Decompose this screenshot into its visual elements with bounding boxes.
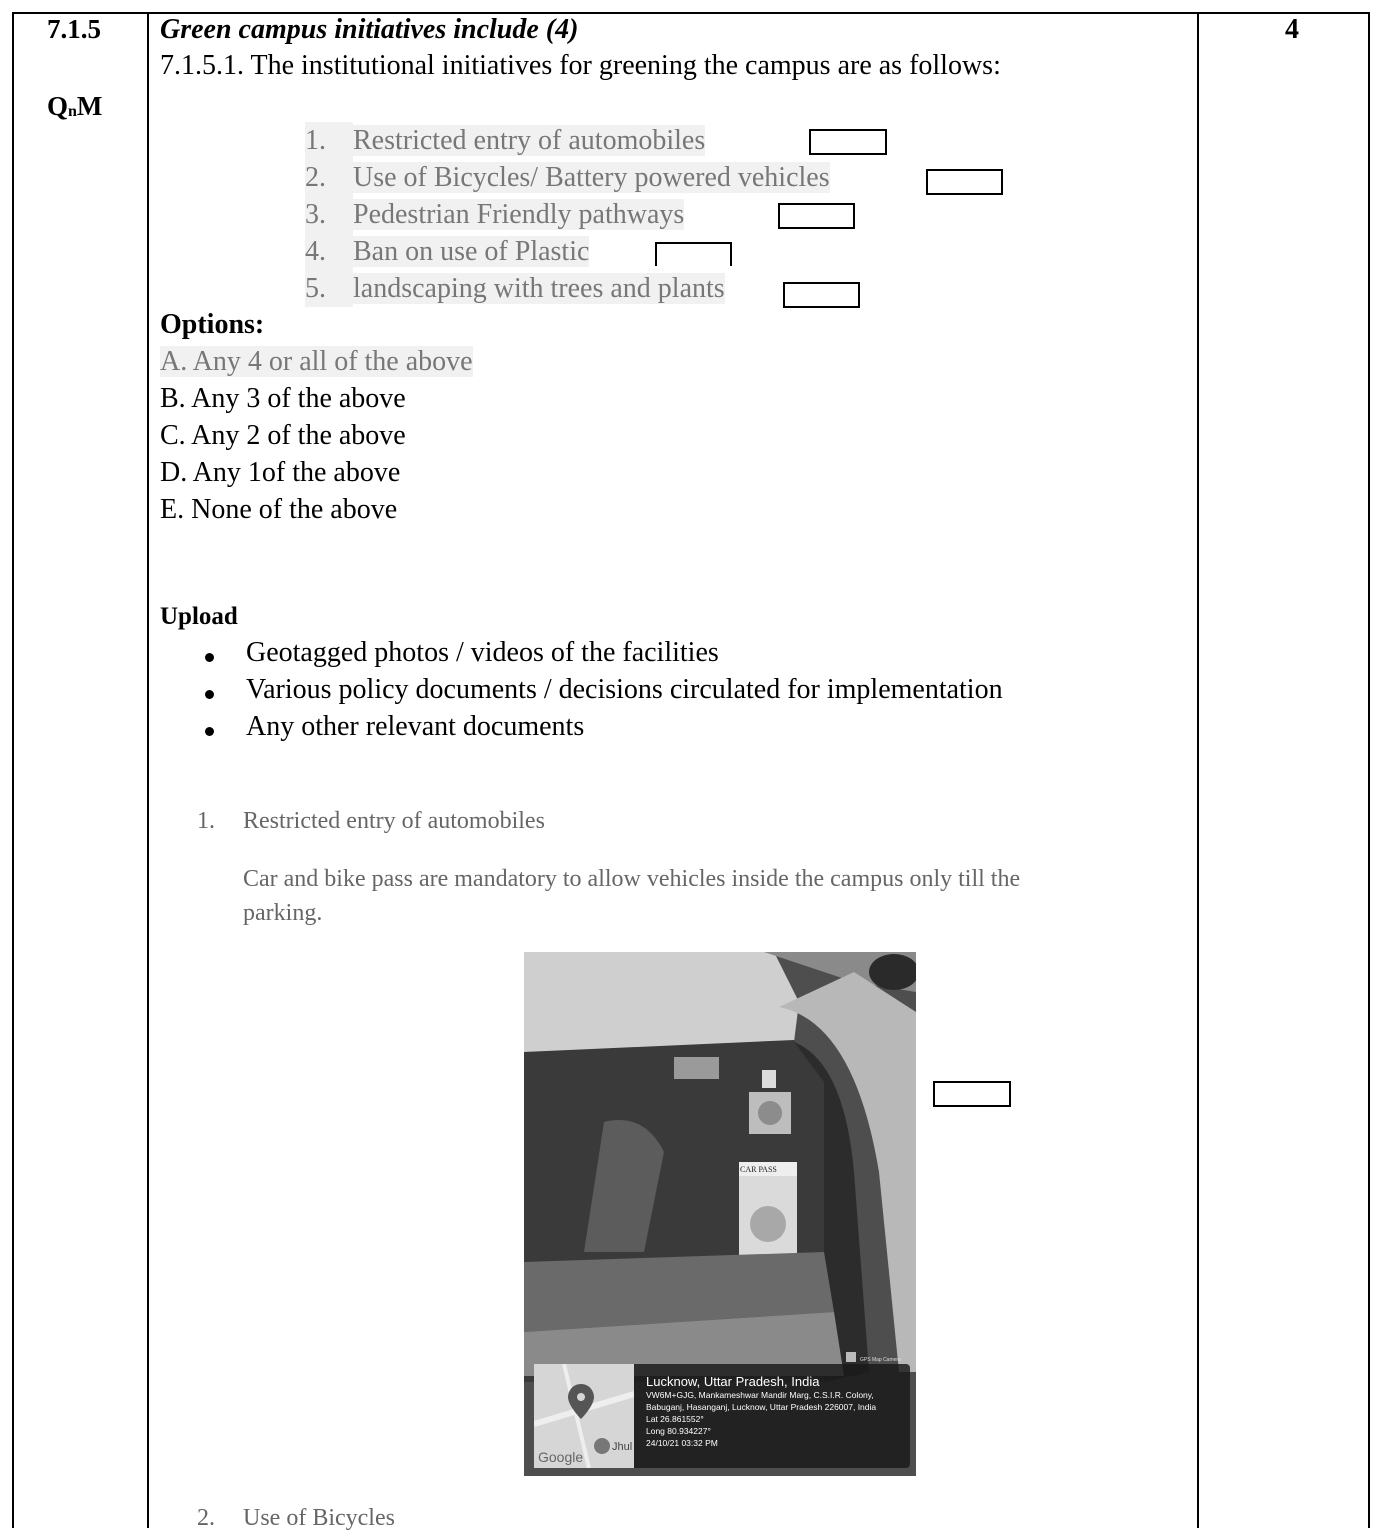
checkbox-restricted-entry[interactable] xyxy=(809,129,887,155)
map-pin-icon xyxy=(534,1364,634,1468)
column-divider-1 xyxy=(147,12,149,1528)
checkbox-photo-evidence[interactable] xyxy=(933,1081,1011,1107)
option-b[interactable]: B. Any 3 of the above xyxy=(160,383,406,414)
bullet-icon xyxy=(205,690,214,699)
upload-item xyxy=(205,708,1003,745)
geotag-lat: Lat 26.861552° xyxy=(646,1414,704,1424)
initiative-label: Pedestrian Friendly pathways xyxy=(353,199,685,230)
metric-type xyxy=(47,91,102,122)
column-divider-2 xyxy=(1197,12,1199,1528)
geotag-long: Long 80.934227° xyxy=(646,1426,711,1436)
table-right-border xyxy=(1368,12,1370,1528)
geotag-overlay xyxy=(534,1364,910,1468)
option-c[interactable]: C. Any 2 of the above xyxy=(160,420,406,451)
intro-text: 7.1.5.1. The institutional initiatives for greening the campus are as follows: xyxy=(160,50,1001,81)
evidence-number: 2. xyxy=(197,1505,215,1531)
evidence-description-line1: Car and bike pass are mandatory to allow vehicles inside the campus only till the xyxy=(243,866,1021,892)
option-a[interactable] xyxy=(160,343,473,380)
checkbox-landscaping[interactable] xyxy=(783,282,860,308)
table-left-border xyxy=(12,12,14,1528)
bullet-icon xyxy=(205,727,214,736)
map-thumbnail xyxy=(534,1364,634,1468)
initiative-number: 1. xyxy=(305,122,353,159)
map-place-text: Jhul xyxy=(612,1441,633,1453)
upload-item-text: Geotagged photos / videos of the facilities xyxy=(246,637,719,668)
checkbox-bicycles[interactable] xyxy=(926,169,1003,195)
option-d[interactable]: D. Any 1of the above xyxy=(160,457,401,488)
section-heading: Green campus initiatives include (4) xyxy=(160,14,579,45)
initiative-item xyxy=(305,122,830,159)
upload-list xyxy=(205,634,1003,745)
geotag-address-2: Babuganj, Hasanganj, Lucknow, Uttar Pradesh 226007, India xyxy=(646,1402,877,1412)
upload-item-text: Various policy documents / decisions circulated for implementation xyxy=(246,674,1003,705)
geotag-address-1: VW6M+GJG, Mankameshwar Mandir Marg, C.S.I.R. Colony, xyxy=(646,1390,874,1400)
initiative-label: landscaping with trees and plants xyxy=(353,273,725,304)
upload-item xyxy=(205,634,1003,671)
initiative-number: 5. xyxy=(305,270,353,307)
geotagged-car-photo xyxy=(524,952,916,1476)
evidence-number: 1. xyxy=(197,808,215,834)
initiative-number: 4. xyxy=(305,233,353,270)
upload-item xyxy=(205,671,1003,708)
initiative-number: 3. xyxy=(305,196,353,233)
initiative-item xyxy=(305,196,830,233)
metric-type-text: QnM xyxy=(47,91,103,121)
initiative-label: Ban on use of Plastic xyxy=(353,236,590,267)
initiative-label: Restricted entry of automobiles xyxy=(353,125,706,156)
upload-heading: Upload xyxy=(160,603,238,630)
evidence-title: Restricted entry of automobiles xyxy=(243,808,545,834)
checkbox-plastic-ban[interactable] xyxy=(655,242,732,266)
map-brand-text: Google xyxy=(538,1449,584,1465)
marks: 4 xyxy=(1285,14,1299,45)
car-pass-sticker-text: CAR PASS xyxy=(740,1165,777,1174)
initiative-number: 2. xyxy=(305,159,353,196)
section-code: 7.1.5 xyxy=(47,14,101,44)
evidence-title: Use of Bicycles xyxy=(243,1505,395,1531)
checkbox-pedestrian-pathways[interactable] xyxy=(778,203,855,229)
initiative-item xyxy=(305,270,830,307)
bullet-icon xyxy=(205,653,214,662)
initiative-label: Use of Bicycles/ Battery powered vehicles xyxy=(353,162,830,193)
evidence-description-line2: parking. xyxy=(243,900,323,926)
geotag-text xyxy=(646,1374,876,1449)
initiatives-list xyxy=(305,122,830,307)
gps-camera-label: GPS Map Camera xyxy=(860,1357,901,1363)
upload-item-text: Any other relevant documents xyxy=(246,711,585,742)
option-a-text: A. Any 4 or all of the above xyxy=(160,346,473,377)
initiative-item xyxy=(305,159,830,196)
initiative-item xyxy=(305,233,830,270)
options-heading: Options: xyxy=(160,309,265,340)
option-e[interactable]: E. None of the above xyxy=(160,494,398,525)
geotag-timestamp: 24/10/21 03:32 PM xyxy=(646,1438,718,1448)
geotag-location: Lucknow, Uttar Pradesh, India xyxy=(646,1374,820,1389)
